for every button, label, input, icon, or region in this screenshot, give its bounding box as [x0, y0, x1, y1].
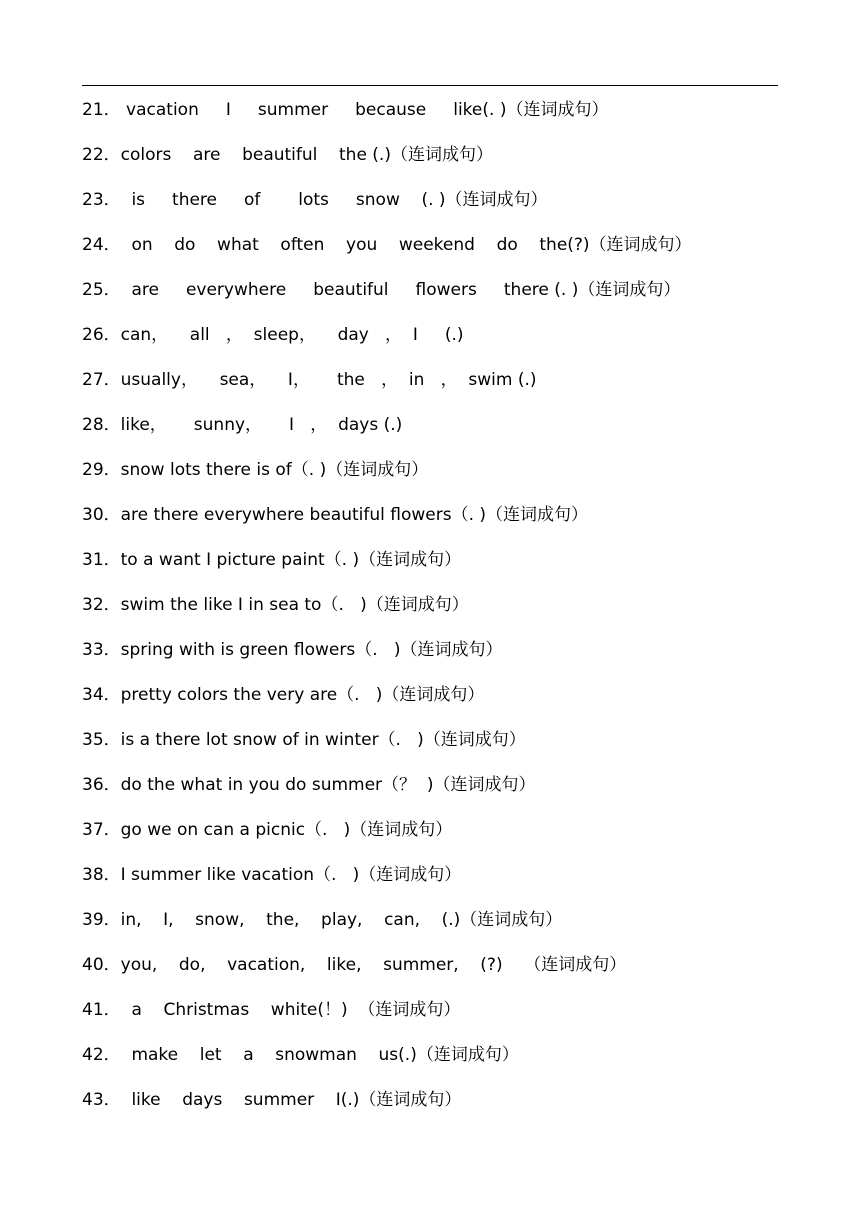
question-29: 29．snow lots there is of（. )（连词成句）: [82, 460, 429, 480]
question-35: 35．is a there lot snow of in winter（. )（连词成句）: [82, 730, 526, 750]
question-24: 24． on do what often you weekend do the(?)（连词成句）: [82, 235, 692, 255]
question-33: 33．spring with is green flowers（. )（连词成句）: [82, 640, 503, 660]
question-38: 38．I summer like vacation（. )（连词成句）: [82, 865, 462, 885]
question-30: 30．are there everywhere beautiful flowers（. )（连词成句）: [82, 505, 589, 525]
question-34: 34．pretty colors the very are（. )（连词成句）: [82, 685, 485, 705]
question-43: 43． like days summer I(.)（连词成句）: [82, 1090, 462, 1110]
question-32: 32．swim the like I in sea to（. )（连词成句）: [82, 595, 469, 615]
question-41: 41． a Christmas white(！) （连词成句）: [82, 1000, 461, 1020]
question-23: 23． is there of lots snow (. )（连词成句）: [82, 190, 548, 210]
question-27: 27．usually， sea， I， the ， in ， swim (.): [82, 370, 537, 390]
question-42: 42． make let a snowman us(.)（连词成句）: [82, 1045, 519, 1065]
question-36: 36．do the what in you do summer（？ )（连词成句）: [82, 775, 536, 795]
question-21: 21． vacation I summer because like(. )（连词成句）: [82, 100, 609, 120]
question-40: 40．you, do, vacation, like, summer, (?) （连词成句）: [82, 955, 627, 975]
question-list: [82, 96, 692, 1131]
question-26: 26．can， all ， sleep， day ， I (.): [82, 325, 464, 345]
question-25: 25． are everywhere beautiful flowers there (. )（连词成句）: [82, 280, 681, 300]
question-39: 39．in, I, snow, the, play, can, (.)（连词成句）: [82, 910, 563, 930]
question-22: 22．colors are beautiful the (.)（连词成句）: [82, 145, 493, 165]
header-divider-line: [82, 85, 778, 86]
question-28: 28．like， sunny， I ， days (.): [82, 415, 403, 435]
question-31: 31．to a want I picture paint（. )（连词成句）: [82, 550, 462, 570]
question-37: 37．go we on can a picnic（. )（连词成句）: [82, 820, 453, 840]
